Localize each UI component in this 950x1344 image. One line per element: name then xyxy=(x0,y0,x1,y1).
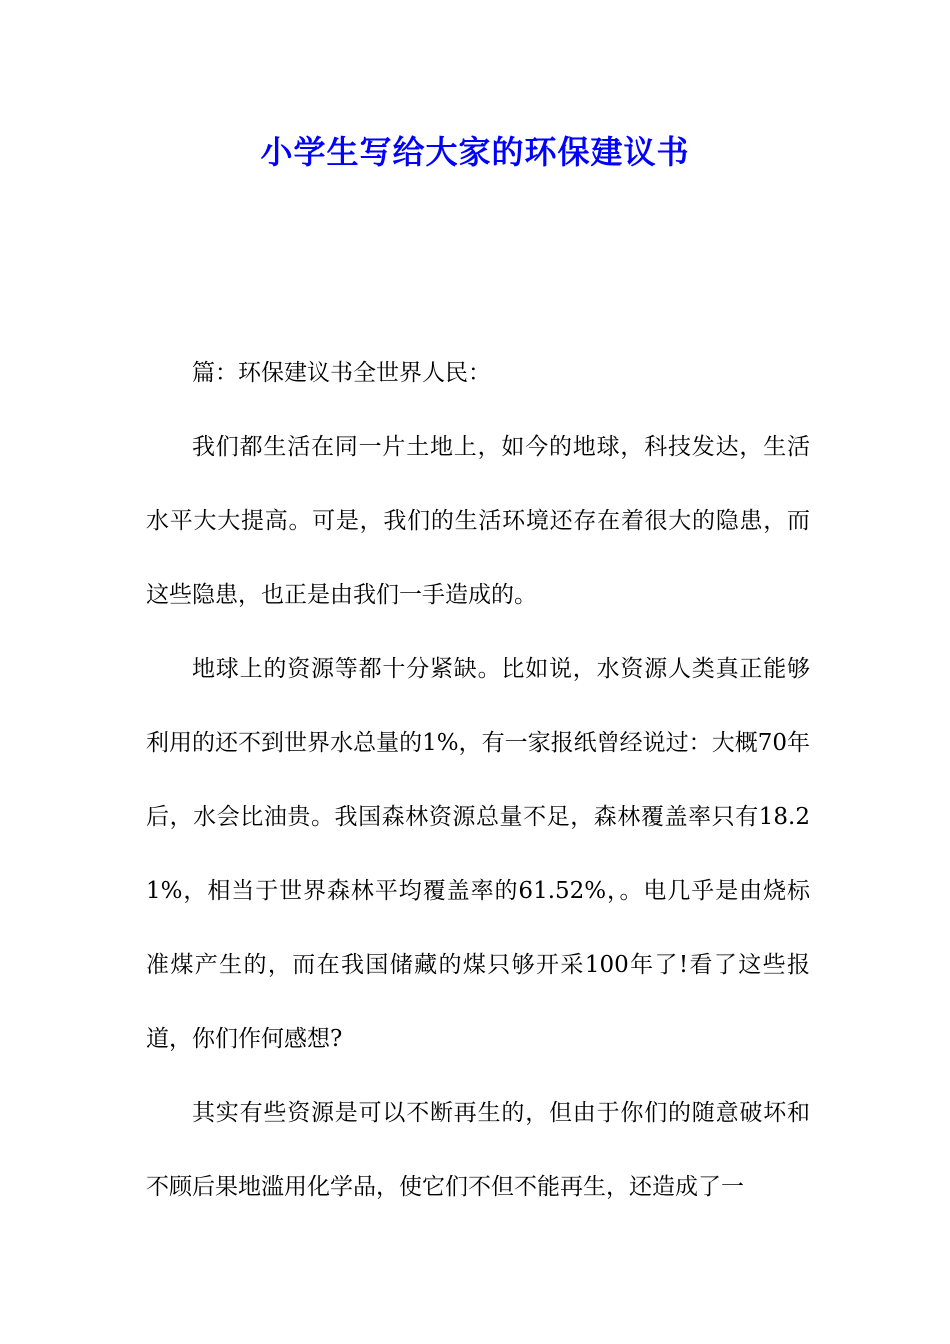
paragraph-environment-hazard: 我们都生活在同一片土地上，如今的地球，科技发达，生活水平大大提高。可是，我们的生活环境还存在着很大的隐患，而这些隐患，也正是由我们一手造成的。 xyxy=(146,434,810,608)
paragraph-renewable-resources: 其实有些资源是可以不断再生的，但由于你们的随意破坏和不顾后果地滥用化学品，使它们不但不能再生，还造成了一 xyxy=(146,1100,810,1200)
document-title: 小学生写给大家的环保建议书 xyxy=(260,133,690,171)
paragraph-salutation: 篇：环保建议书全世界人民： xyxy=(192,360,491,386)
document-body xyxy=(146,336,810,1224)
paragraph-resource-shortage: 地球上的资源等都十分紧缺。比如说，水资源人类真正能够利用的还不到世界水总量的1%，有一家报纸曾经说过：大概70年后，水会比油贵。我国森林资源总量不足，森林覆盖率只有18.21%，相当于世界森林平均覆盖率的61.52%，。电几乎是由烧标准煤产生的，而在我国储藏的煤只够开采100年了!看了这些报道，你们作何感想? xyxy=(146,656,810,1052)
